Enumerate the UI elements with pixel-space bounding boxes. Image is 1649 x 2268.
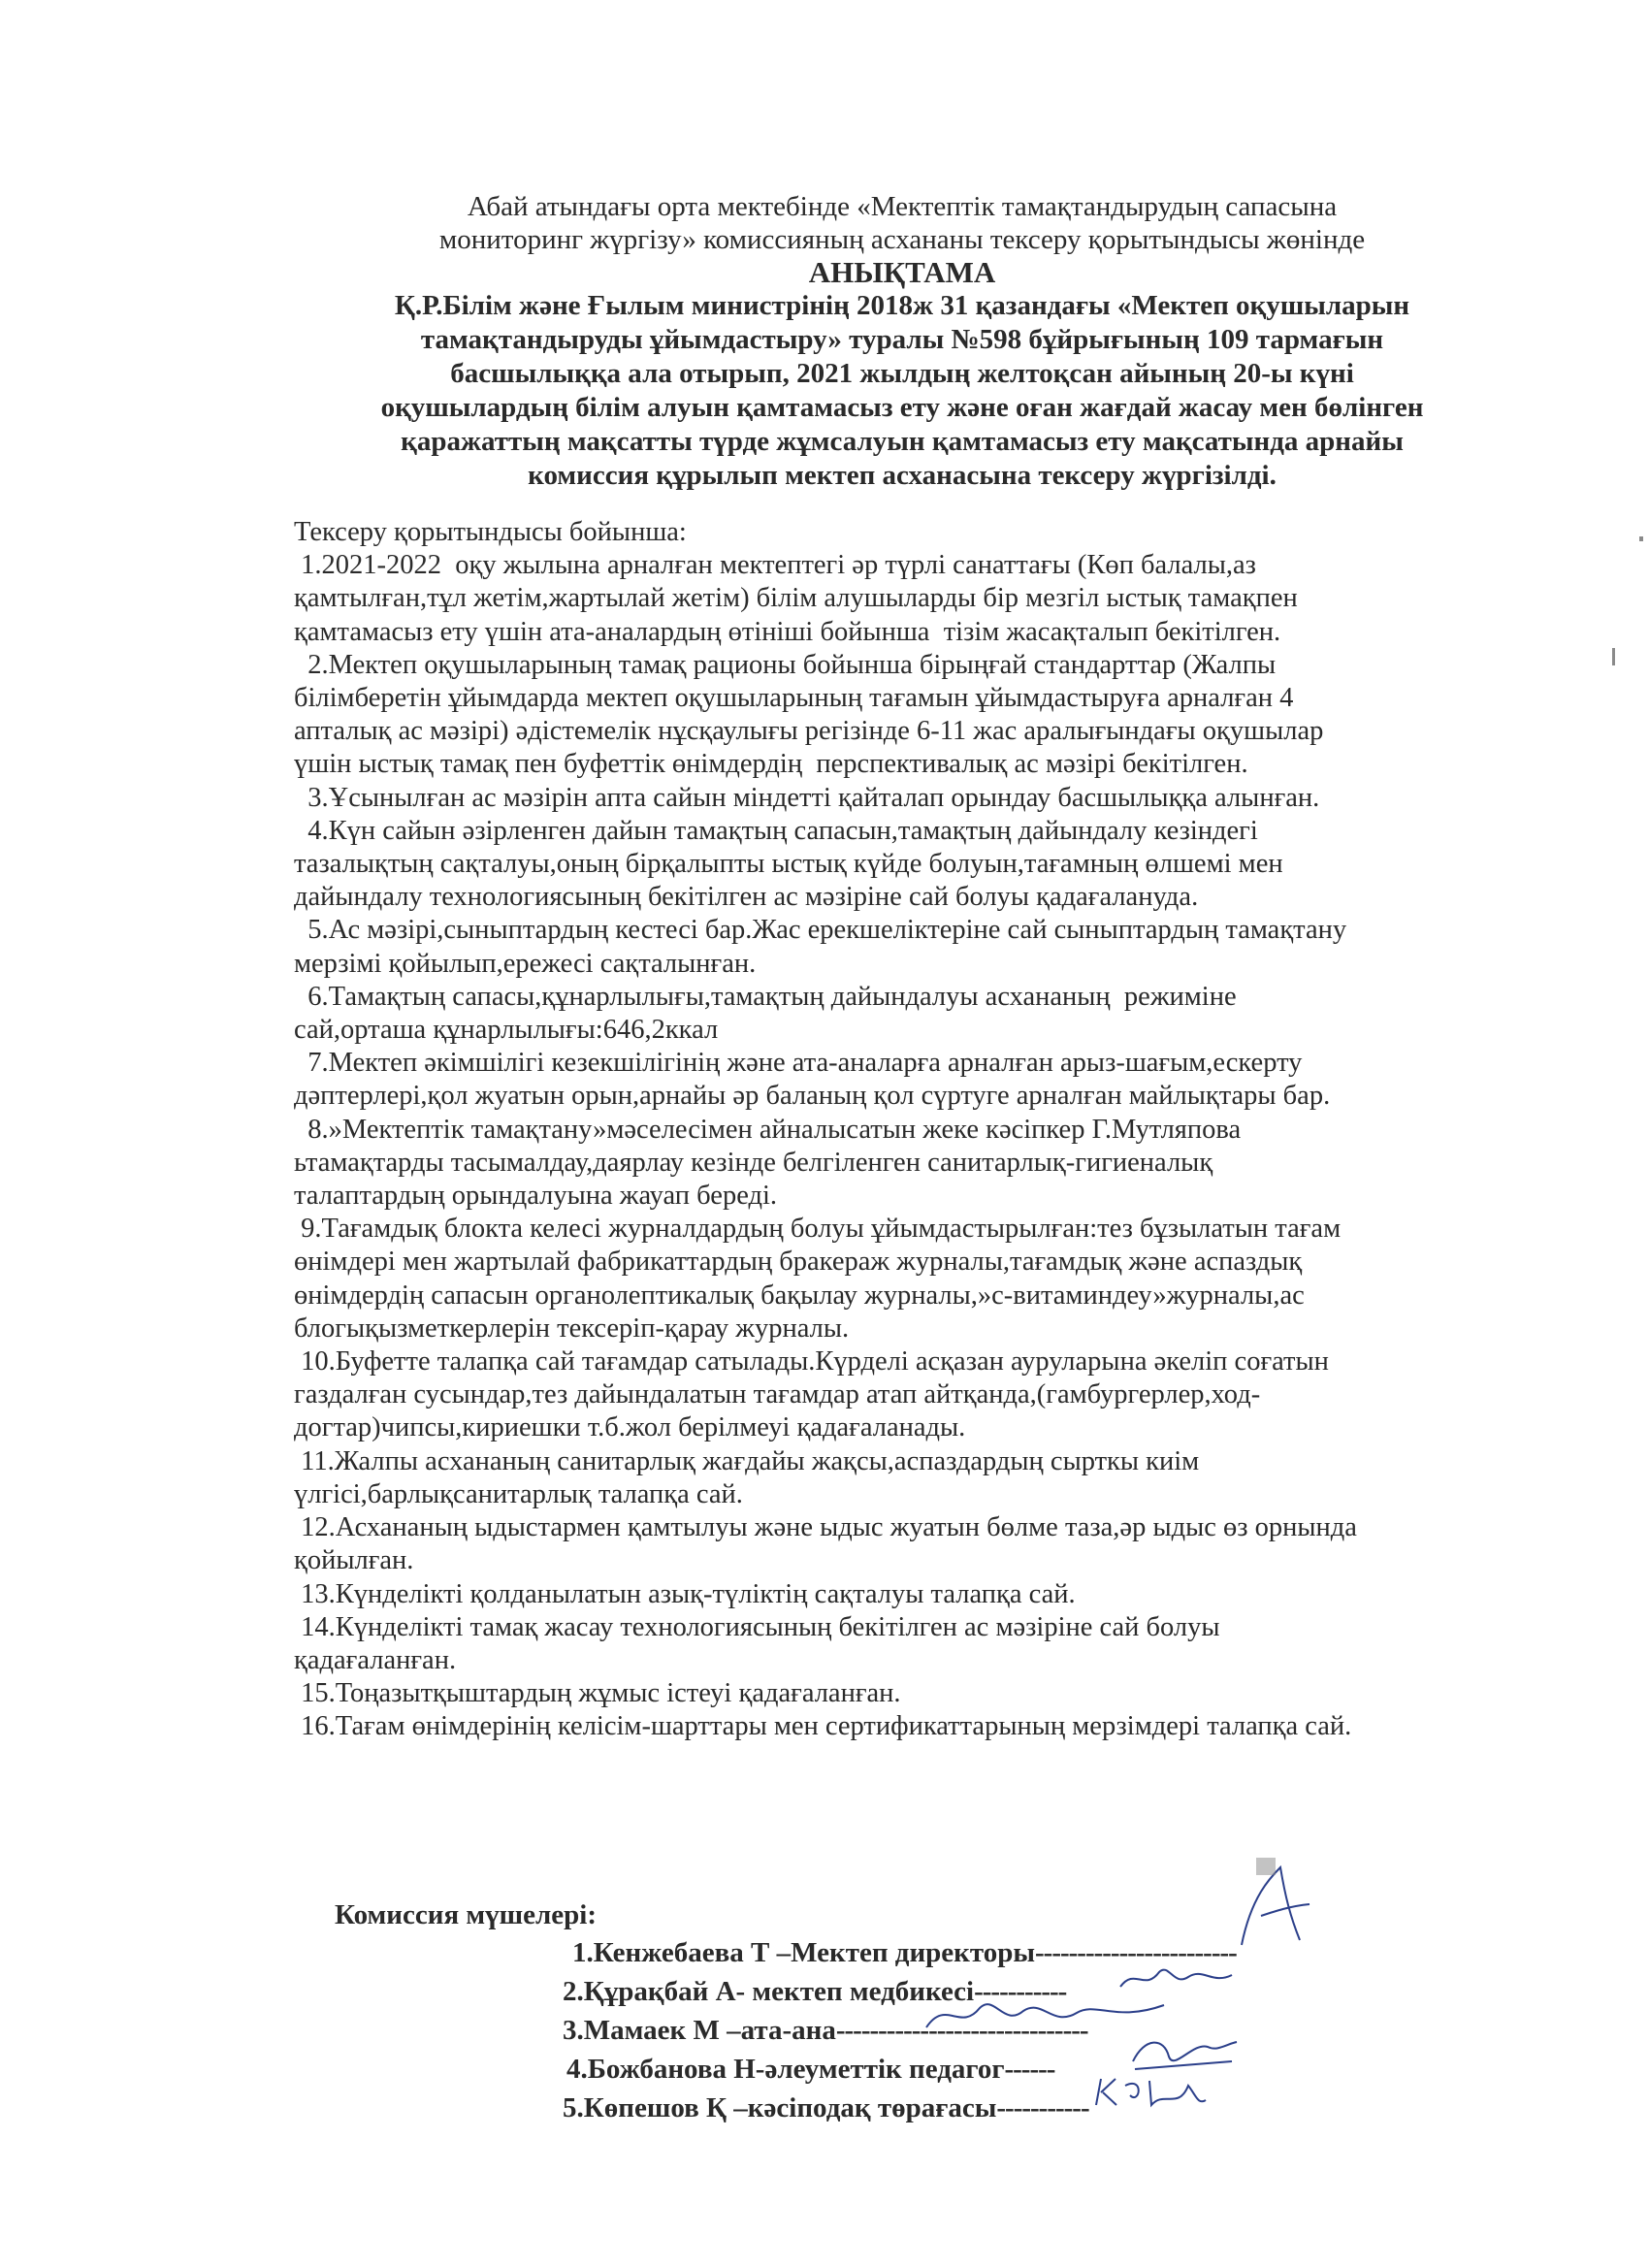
signature-line: ------------------------------: [835, 2015, 1088, 2046]
member-name: 3.Мамаек М –ата-ана: [563, 2015, 836, 2046]
body-line: 10.Буфетте талапқа сай тағамдар сатылады.Күрделі асқазан ауруларына әкеліп соғатын: [294, 1346, 1329, 1377]
body-line: өнімдері мен жартылай фабрикаттардың бракераж журналы,тағамдық және аспаздық: [294, 1247, 1303, 1278]
signature-line: -----------: [996, 2092, 1089, 2123]
intro-line: басшылыққа ала отырып, 2021 жылдың желтоқсан айының 20-ы күні: [450, 358, 1354, 389]
signature-mark-1: [1232, 1858, 1319, 1955]
body-line: талаптардың орындалуына жауап береді.: [294, 1181, 778, 1212]
commission-member: [566, 2050, 1237, 2089]
body-line: 13.Күнделікті қолданылатын азық-түліктің сақталуы талапқа сай.: [294, 1578, 1076, 1609]
body-line: 16.Тағам өнімдерінің келісім-шарттары мен сертификаттарының мерзімдері талапқа сай.: [294, 1711, 1352, 1742]
body-line: үшін ыстық тамақ пен буфеттік өнімдердің перспективалық ас мәзірі бекітілген.: [294, 749, 1248, 780]
commission-member: [572, 1933, 1237, 1972]
document-title: АНЫҚТАМА: [808, 255, 996, 289]
scan-speck: [1612, 648, 1615, 665]
body-line: 7.Мектеп әкімшілігі кезекшілігінің және ата-аналарға арналған арыз-шағым,ескерту: [294, 1048, 1303, 1079]
header-line: Абай атындағы орта мектебінде «Мектептік тамақтандырудың сапасына: [467, 191, 1338, 222]
body-line: қадағаланған.: [294, 1644, 457, 1675]
commission-members: [563, 1933, 1237, 2127]
body-line: 6.Тамақтың сапасы,құнарлылығы,тамақтың дайындалуы асхананың режиміне: [294, 981, 1237, 1012]
intro-line: оқушылардың білім алуын қамтамасыз ету және оған жағдай жасау мен бөлінген: [380, 392, 1424, 423]
body-line: қамтылған,тұл жетім,жартылай жетім) білім алушыларды бір мезгіл ыстық тамақпен: [294, 583, 1298, 614]
body-line: тазалықтың сақталуы,оның бірқалыпты ыстық күйде болуын,тағамның өлшемі мен: [294, 849, 1283, 880]
body-line: газдалған сусындар,тез дайындалатын тағамдар атап айтқанда,(гамбургерлер,ход-: [294, 1379, 1261, 1410]
body-line: дайындалу технологиясының бекітілген ас мәзіріне сай болуы қадағалануда.: [294, 882, 1199, 913]
body-line: блогықызметкерлерін тексеріп-қарау журналы.: [294, 1312, 850, 1344]
intro-line: тамақтандыруды ұйымдастыру» туралы №598 бұйрығының 109 тармағын: [420, 324, 1384, 355]
body-line: 9.Тағамдық блокта келесі журналдардың болуы ұйымдастырылған:тез бұзылатын тағам: [294, 1214, 1342, 1245]
commission-member: [563, 2011, 1237, 2050]
document-header: [291, 190, 1513, 493]
body-line: қамтамасыз ету үшін ата-аналардың өтініші бойынша тізім жасақталып бекітілген.: [294, 616, 1281, 647]
document-body: [294, 516, 1555, 1744]
intro-line: комиссия құрылып мектеп асханасына тексеру жүргізілді.: [528, 460, 1277, 491]
body-line: сай,орташа құнарлылығы:646,2ккал: [294, 1015, 719, 1046]
body-line: білімберетін ұйымдарда мектеп оқушыларының тағамын ұйымдастыруға арналған 4: [294, 683, 1294, 714]
body-line: ьтамақтарды тасымалдау,даярлау кезінде белгіленген санитарлық-гигиеналық: [294, 1147, 1213, 1178]
body-line: 2.Мектеп оқушыларының тамақ рационы бойынша бірыңғай стандарттар (Жалпы: [294, 649, 1277, 680]
commission-label: Комиссия мүшелері:: [335, 1899, 597, 1930]
commission-member: [563, 2089, 1237, 2127]
body-line: догтар)чипсы,кириешки т.б.жол берілмеуі қадағаланады.: [294, 1412, 966, 1443]
body-line: 15.Тоңазытқыштардың жұмыс істеуі қадағаланған.: [294, 1678, 901, 1709]
header-line: мониторинг жүргізу» комиссияның асхананы тексеру қорытындысы жөнінде: [438, 224, 1366, 255]
body-line: үлгісі,барлықсанитарлық талапқа сай.: [294, 1478, 743, 1509]
intro-line: қаражаттың мақсатты түрде жұмсалуын қамтамасыз ету мақсатында арнайы: [401, 426, 1404, 457]
body-line: 8.»Мектептік тамақтану»мәселесімен айналысатын жеке кәсіпкер Г.Мутляпова: [294, 1114, 1242, 1145]
commission-member: [563, 1972, 1237, 2011]
member-name: 1.Кенжебаева Т –Мектеп директоры: [572, 1937, 1036, 1968]
body-line: өнімдердің сапасын органолептикалық бақылау журналы,»с-витаминдеу»журналы,ас: [294, 1280, 1305, 1311]
member-name: 4.Божбанова Н-әлеуметтік педагог: [566, 2054, 1005, 2085]
body-line: мерзімі қойылып,ережесі сақталынған.: [294, 948, 757, 979]
body-line: қойылған.: [294, 1545, 414, 1576]
signature-line: ------: [1004, 2054, 1055, 2085]
body-line: дәптерлері,қол жуатын орын,арнайы әр баланың қол сүртуге арналған майлықтары бар.: [294, 1081, 1331, 1112]
body-line: 14.Күнделікті тамақ жасау технологиясының бекітілген ас мәзіріне сай болуы: [294, 1611, 1220, 1642]
signature-line: -----------: [974, 1976, 1067, 2007]
member-name: 5.Көпешов Қ –кәсіподақ төрағасы: [563, 2092, 997, 2123]
intro-line: Қ.Р.Білім және Ғылым министрінің 2018ж 31 қазандағы «Мектеп оқушыларын: [394, 290, 1410, 321]
scan-speck: [1639, 536, 1643, 541]
body-line: 5.Ас мәзірі,сыныптардың кестесі бар.Жас ерекшеліктеріне сай сыныптардың тамақтану: [294, 915, 1347, 946]
body-line: 3.Ұсынылған ас мәзірін апта сайын міндетті қайталап орындау басшылыққа алынған.: [294, 782, 1320, 813]
body-line: 1.2021-2022 оқу жылына арналған мектептегі әр түрлі санаттағы (Көп балалы,аз: [294, 550, 1256, 581]
member-name: 2.Құрақбай А- мектеп медбикесі: [563, 1976, 975, 2007]
body-line: Тексеру қорытындысы бойынша:: [294, 517, 687, 547]
body-line: апталық ас мәзірі) әдістемелік нұсқаулығы регізінде 6-11 жас аралығындағы оқушылар: [294, 716, 1324, 747]
body-line: 11.Жалпы асхананың санитарлық жағдайы жақсы,аспаздардың сырткы киім: [294, 1445, 1200, 1476]
signature-line: ------------------------: [1035, 1937, 1237, 1968]
body-line: 12.Асхананың ыдыстармен қамтылуы және ыдыс жуатын бөлме таза,әр ыдыс өз орнында: [294, 1512, 1357, 1543]
body-line: 4.Күн сайын әзірленген дайын тамақтың сапасын,тамақтың дайындалу кезіндегі: [294, 815, 1258, 846]
